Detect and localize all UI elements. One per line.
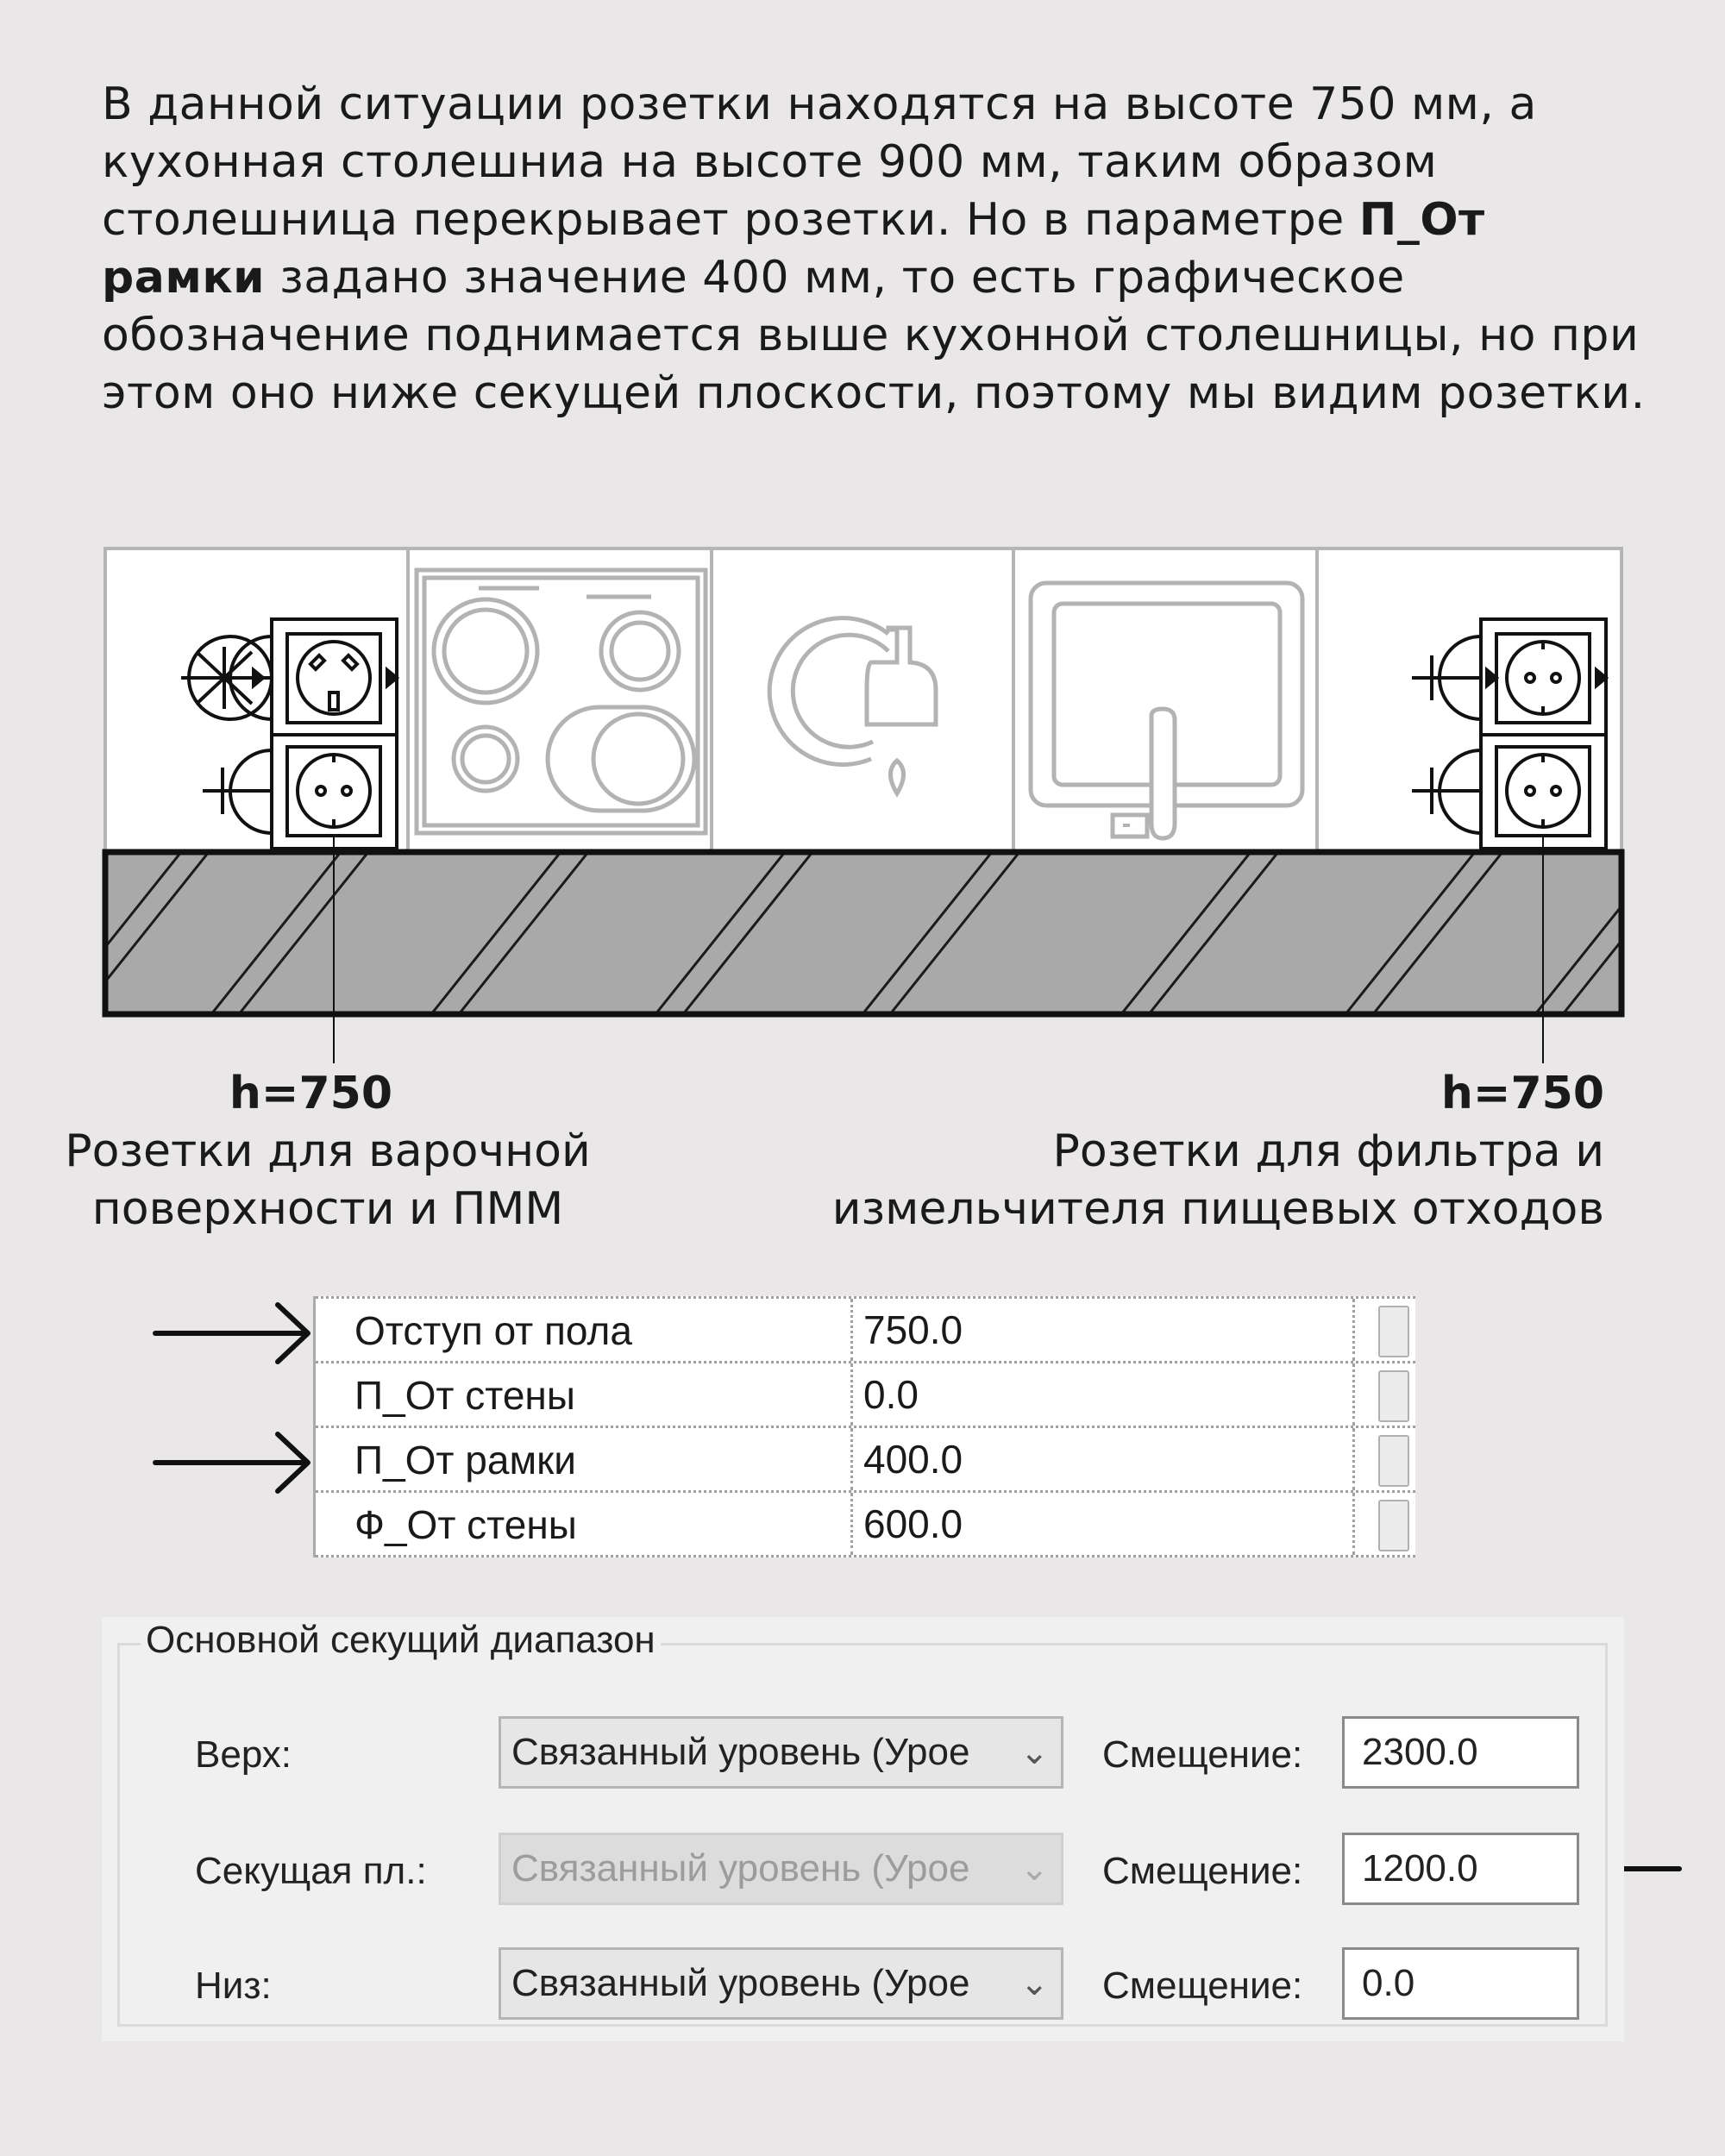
property-label: П_От стены xyxy=(354,1373,575,1418)
caption-right-line1: Розетки для фильтра и xyxy=(1052,1125,1604,1177)
level-select-value: Связанный уровень (Урое xyxy=(511,1731,970,1773)
property-value-input[interactable]: 600.0 xyxy=(850,1493,1355,1555)
caption-left-line1: Розетки для варочной xyxy=(65,1125,591,1177)
property-param-button[interactable] xyxy=(1378,1435,1409,1487)
property-label: П_От рамки xyxy=(354,1438,576,1482)
level-select-value: Связанный уровень (Урое xyxy=(511,1962,970,2004)
offset-input[interactable]: 0.0 xyxy=(1342,1947,1579,2020)
intro-param-name: П_От рамки xyxy=(102,194,1485,304)
range-row-cut-plane xyxy=(102,1833,1624,1910)
property-row xyxy=(316,1296,1415,1363)
properties-table xyxy=(313,1296,1415,1557)
range-row-top xyxy=(102,1716,1624,1794)
offset-label: Смещение: xyxy=(1102,1733,1303,1776)
offset-input[interactable]: 2300.0 xyxy=(1342,1716,1579,1789)
offset-label: Смещение: xyxy=(1102,1850,1303,1892)
caption-right-height: h=750 xyxy=(1440,1068,1604,1119)
intro-part-1: В данной ситуации розетки находятся на высоте 750 мм, а кухонная столешниа на высоте 900 мм, таким образом столешница перекрывает розетки. Но в параметре xyxy=(102,78,1537,246)
offset-input[interactable]: 1200.0 xyxy=(1342,1833,1579,1905)
caption-left-height: h=750 xyxy=(229,1068,392,1119)
property-label: Ф_От стены xyxy=(354,1502,577,1547)
range-row-label: Секущая пл.: xyxy=(195,1850,427,1892)
range-row-label: Верх: xyxy=(195,1733,292,1776)
arrow-right-icon xyxy=(155,1305,308,1362)
level-select[interactable] xyxy=(499,1947,1063,2020)
caption-right-line2: измельчителя пищевых отходов xyxy=(831,1183,1604,1235)
property-value-input[interactable]: 750.0 xyxy=(850,1299,1355,1361)
caption-left xyxy=(52,1065,604,1238)
property-param-button[interactable] xyxy=(1378,1500,1409,1551)
level-select-value: Связанный уровень (Урое xyxy=(511,1847,970,1890)
caption-right xyxy=(776,1065,1604,1238)
property-row xyxy=(316,1428,1415,1493)
caption-left-line2: поверхности и ПММ xyxy=(91,1183,564,1235)
property-param-button[interactable] xyxy=(1378,1306,1409,1357)
chevron-down-icon: ⌄ xyxy=(1019,1850,1049,1888)
level-select[interactable] xyxy=(499,1716,1063,1789)
chevron-down-icon: ⌄ xyxy=(1019,1965,1049,2002)
offset-label: Смещение: xyxy=(1102,1965,1303,2007)
property-row xyxy=(316,1363,1415,1428)
chevron-down-icon: ⌄ xyxy=(1019,1733,1049,1771)
property-param-button[interactable] xyxy=(1378,1370,1409,1422)
view-range-panel xyxy=(102,1617,1624,2041)
range-row-bottom xyxy=(102,1947,1624,2025)
intro-part-2: задано значение 400 мм, то есть графическое обозначение поднимается выше кухонной столешницы, но при этом оно ниже секущей плоскости, поэтому мы видим розетки. xyxy=(102,252,1646,419)
range-row-label: Низ: xyxy=(195,1965,272,2007)
level-select[interactable] xyxy=(499,1833,1063,1905)
property-label: Отступ от пола xyxy=(354,1308,632,1353)
property-value-input[interactable]: 0.0 xyxy=(850,1363,1355,1426)
view-range-title: Основной секущий диапазон xyxy=(141,1619,661,1662)
property-row xyxy=(316,1493,1415,1557)
property-value-input[interactable]: 400.0 xyxy=(850,1428,1355,1490)
arrow-right-icon xyxy=(155,1434,308,1491)
